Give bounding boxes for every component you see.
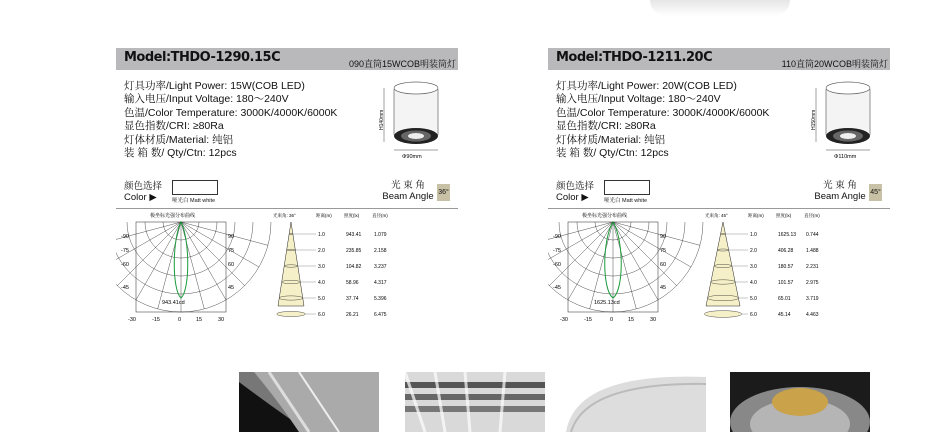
table-cell: 3.237: [374, 264, 387, 270]
spec-color-temp: 色温/Color Temperature: 3000K/4000K/6000K: [556, 106, 770, 119]
table-header-lux: 照度(lx): [776, 213, 792, 218]
table-cell: 58.96: [346, 280, 359, 286]
table-cell: 943.41: [346, 232, 362, 238]
beam-cone: [704, 222, 748, 317]
spec-cri: 显色指数/CRI: ≥80Ra: [556, 120, 656, 133]
spec-cri: 显色指数/CRI: ≥80Ra: [124, 120, 224, 133]
downlight-drawing: [810, 80, 890, 170]
white-housing-photo: [566, 372, 706, 432]
table-cell: 4.0: [318, 280, 325, 286]
beam-cone: [277, 222, 316, 317]
spec-voltage: 输入电压/Input Voltage: 180～240V: [556, 93, 721, 106]
table-cell: 2.158: [374, 248, 387, 254]
beam-label-cn: 光 束 角: [391, 180, 425, 191]
polar-tick-left-0: -90: [121, 234, 129, 240]
section-divider: [548, 208, 890, 209]
spec-power: 灯具功率/Light Power: 20W(COB LED): [556, 80, 737, 92]
table-header-angle: 光束角: 36°: [273, 213, 296, 218]
spec-material: 灯体材质/Material: 纯铝: [124, 133, 234, 146]
model-number: Model:THDO-1211.20C: [556, 50, 713, 65]
spec-voltage: 输入电压/Input Voltage: 180～240V: [124, 93, 289, 106]
polar-tick-right-3: 45: [228, 285, 235, 291]
beam-label-en: Beam Angle: [382, 191, 434, 202]
polar-tick-bottom-2: 0: [178, 317, 182, 323]
polar-title: 极坐标光强分布曲线: [582, 213, 628, 219]
table-cell: 406.28: [778, 248, 794, 254]
polar-tick-left-1: -75: [121, 248, 129, 254]
diameter-dimension: Φ110mm: [834, 154, 857, 160]
polar-tick-bottom-0: -30: [560, 317, 568, 323]
photometric-graphs: [116, 210, 458, 330]
polar-tick-right-2: 60: [228, 262, 235, 268]
matte-white-label: 哑光白 Matt white: [604, 198, 648, 204]
polar-tick-bottom-1: -15: [584, 317, 592, 323]
beam-label-cn: 光 束 角: [823, 180, 857, 191]
polar-tick-left-2: -60: [553, 262, 561, 268]
polar-tick-bottom-0: -30: [128, 317, 136, 323]
table-cell: 5.0: [750, 296, 757, 302]
spec-list: [556, 80, 769, 160]
table-cell: 1.079: [374, 232, 387, 238]
polar-tick-right-0: 90: [660, 234, 667, 240]
beam-label-en: Beam Angle: [814, 191, 866, 202]
table-cell: 6.0: [750, 312, 757, 318]
product-panel-2: [548, 48, 890, 330]
table-cell: 5.0: [318, 296, 325, 302]
spec-qty: 装 箱 数/ Qty/Ctn: 12pcs: [124, 147, 237, 160]
table-cell: 2.0: [750, 248, 757, 254]
polar-tick-bottom-3: 15: [196, 317, 203, 323]
table-cell: 2.231: [806, 264, 819, 270]
table-cell: 45.14: [778, 312, 791, 318]
model-number: Model:THDO-1290.15C: [124, 50, 281, 65]
polar-tick-bottom-1: -15: [152, 317, 160, 323]
photometric-graphs: [548, 210, 890, 330]
table-cell: 1625.13: [778, 232, 797, 238]
table-cell: 180.57: [778, 264, 794, 270]
product-subtitle: 110直筒20WCOB明装筒灯: [781, 59, 888, 69]
table-cell: 3.0: [318, 264, 325, 270]
table-cell: 0.744: [806, 232, 819, 238]
downlight-drawing: [378, 80, 458, 170]
table-cell: 235.85: [346, 248, 362, 254]
table-cell: 26.21: [346, 312, 359, 318]
color-label-en: Color ▶: [556, 192, 589, 203]
polar-tick-left-0: -90: [553, 234, 561, 240]
model-header-bar: [116, 48, 458, 70]
chrome-reflector-photo: [405, 372, 545, 432]
polar-peak-value: 1625.13cd: [594, 300, 620, 306]
table-cell: 4.463: [806, 312, 819, 318]
matte-white-label: 哑光白 Matt white: [172, 198, 216, 204]
spec-color-temp: 色温/Color Temperature: 3000K/4000K/6000K: [124, 106, 338, 119]
table-header-lux: 照度(lx): [344, 213, 360, 218]
table-cell: 4.317: [374, 280, 387, 286]
table-header-distance: 距离(m): [748, 213, 764, 218]
beam-angle-label: [810, 180, 870, 202]
color-label-en: Color ▶: [124, 192, 157, 203]
table-cell: 37.74: [346, 296, 359, 302]
polar-tick-left-1: -75: [553, 248, 561, 254]
polar-tick-right-0: 90: [228, 234, 235, 240]
polar-tick-right-1: 75: [228, 248, 235, 254]
spec-material: 灯体材质/Material: 纯铝: [556, 133, 666, 146]
diameter-dimension: Φ90mm: [402, 154, 422, 160]
cob-led-photo: [730, 372, 870, 432]
color-option-label: [556, 181, 594, 203]
beam-angle-value: 36°: [437, 184, 450, 201]
beam-angle-label: [378, 180, 438, 202]
beam-angle-value: 45°: [869, 184, 882, 201]
table-cell: 3.719: [806, 296, 819, 302]
table-cell: 6.0: [318, 312, 325, 318]
table-cell: 6.475: [374, 312, 387, 318]
polar-tick-right-1: 75: [660, 248, 667, 254]
polar-tick-left-2: -60: [121, 262, 129, 268]
polar-peak-value: 943.41cd: [162, 300, 185, 306]
table-header-angle: 光束角: 45°: [705, 213, 728, 218]
polar-tick-right-3: 45: [660, 285, 667, 291]
height-dimension: H150mm: [811, 109, 817, 130]
table-cell: 3.0: [750, 264, 757, 270]
height-dimension: H140mm: [379, 109, 385, 130]
table-cell: 1.0: [318, 232, 325, 238]
table-cell: 104.82: [346, 264, 362, 270]
polar-tick-bottom-4: 30: [218, 317, 225, 323]
table-cell: 1.0: [750, 232, 757, 238]
polar-tick-bottom-2: 0: [610, 317, 614, 323]
model-header-bar: [548, 48, 890, 70]
polar-tick-bottom-4: 30: [650, 317, 657, 323]
table-cell: 2.0: [318, 248, 325, 254]
polar-tick-bottom-3: 15: [628, 317, 635, 323]
color-label-cn: 颜色选择: [556, 181, 595, 192]
polar-tick-left-3: -45: [121, 285, 129, 291]
table-cell: 1.488: [806, 248, 819, 254]
table-cell: 5.396: [374, 296, 387, 302]
black-reflector-photo: [239, 372, 379, 432]
table-cell: 2.975: [806, 280, 819, 286]
spec-list: [124, 80, 337, 160]
polar-title: 极坐标光强分布曲线: [150, 213, 196, 219]
table-header-distance: 距离(m): [316, 213, 332, 218]
table-cell: 101.57: [778, 280, 794, 286]
table-cell: 65.01: [778, 296, 791, 302]
polar-tick-left-3: -45: [553, 285, 561, 291]
table-header-diameter: 直径(m): [372, 213, 388, 218]
polar-tick-right-2: 60: [660, 262, 667, 268]
spec-power: 灯具功率/Light Power: 15W(COB LED): [124, 80, 305, 92]
product-panel-1: [116, 48, 458, 330]
white-color-swatch: [604, 180, 650, 195]
table-cell: 4.0: [750, 280, 757, 286]
product-subtitle: 090直筒15WCOB明装筒灯: [348, 59, 456, 69]
top-blurred-image: [650, 0, 790, 16]
table-header-diameter: 直径(m): [804, 213, 820, 218]
white-color-swatch: [172, 180, 218, 195]
section-divider: [116, 208, 458, 209]
color-label-cn: 颜色选择: [124, 181, 163, 192]
spec-qty: 装 箱 数/ Qty/Ctn: 12pcs: [556, 147, 669, 160]
color-option-label: [124, 181, 162, 203]
